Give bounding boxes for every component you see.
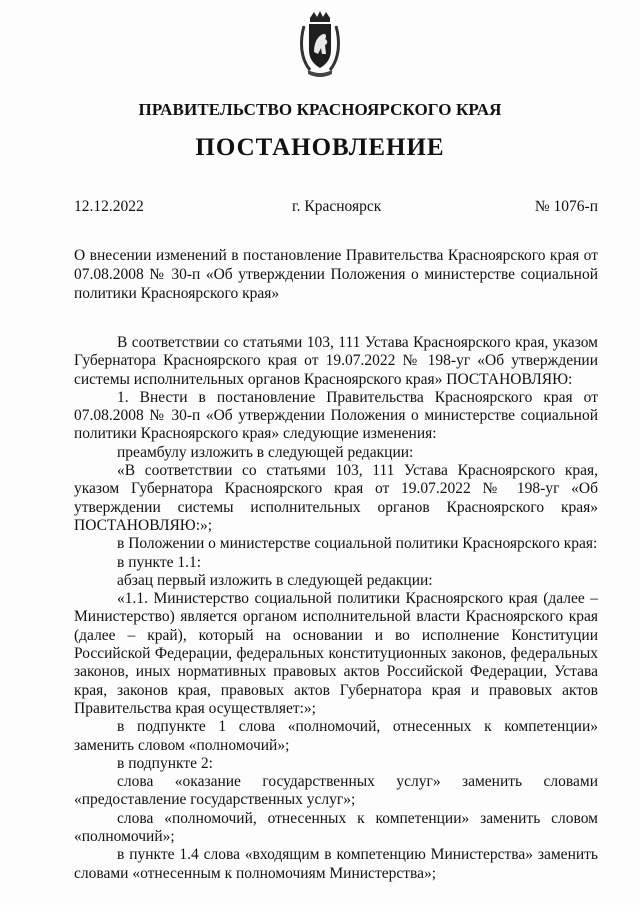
paragraph: в Положении о министерстве социальной политики Красноярского края: bbox=[117, 535, 598, 553]
document-number: № 1076-п bbox=[534, 198, 598, 215]
document-subject: О внесении изменений в постановление Правительства Красноярского края от 07.08.2008 № 30-п «Об утверждении Положения о министерстве социальной политики Красноярского края» bbox=[74, 247, 598, 302]
paragraph: в подпункте 1 слова «полномочий, отнесенных к компетенции» заменить словом «полномочий»; bbox=[74, 718, 598, 754]
organization-name: ПРАВИТЕЛЬСТВО КРАСНОЯРСКОГО КРАЯ bbox=[138, 100, 502, 119]
paragraph: «1.1. Министерство социальной политики Красноярского края (далее – Министерство) является органом исполнительной власти Красноярского края (далее – край), который на основании и во исполнение Конституции Российской Федерации, федеральных конституционных законов, федеральных законов, иных нормативных правовых актов Российской Федерации, Устава края, законов края, правовых актов Губернатора края и правовых актов Правительства края осуществляет:»; bbox=[74, 590, 598, 717]
document-type-title: ПОСТАНОВЛЕНИЕ bbox=[195, 134, 445, 161]
coat-of-arms-icon bbox=[298, 10, 342, 80]
document-date: 12.12.2022 bbox=[74, 198, 144, 215]
paragraph: «В соответствии со статьями 103, 111 Устава Красноярского края, указом Губернатора Красноярского края от 19.07.2022 № 198-уг «Об утверждении системы исполнительных органов Красноярского края» ПОСТАНОВЛЯЮ:»; bbox=[74, 462, 598, 534]
paragraph: 1. Внести в постановление Правительства Красноярского края от 07.08.2008 № 30-п «Об утверждении Положения о министерстве социальной политики Красноярского края» следующие изменения: bbox=[74, 388, 598, 443]
paragraph: В соответствии со статьями 103, 111 Устава Красноярского края, указом Губернатора Красноярского края от 19.07.2022 № 198-уг «Об утверждении системы исполнительных органов Красноярского края» ПОСТАНОВЛЯЮ: bbox=[74, 334, 598, 388]
paragraph: слова «полномочий, отнесенных к компетенции» заменить словом «полномочий»; bbox=[74, 809, 598, 846]
paragraph: в пункте 1.4 слова «входящим в компетенцию Министерства» заменить словами «отнесенным к полномочиям Министерства»; bbox=[74, 846, 598, 882]
document-city: г. Красноярск bbox=[292, 198, 382, 215]
paragraph: преамбулу изложить в следующей редакции: bbox=[117, 443, 414, 461]
document-body bbox=[74, 334, 598, 883]
paragraph: в пункте 1.1: bbox=[117, 553, 202, 571]
paragraph: слова «оказание государственных услуг» заменить словами «предоставление государственных услуг»; bbox=[74, 773, 598, 809]
paragraph: абзац первый изложить в следующей редакции: bbox=[117, 571, 433, 589]
paragraph: в подпункте 2: bbox=[117, 754, 213, 772]
document-meta bbox=[74, 198, 598, 220]
